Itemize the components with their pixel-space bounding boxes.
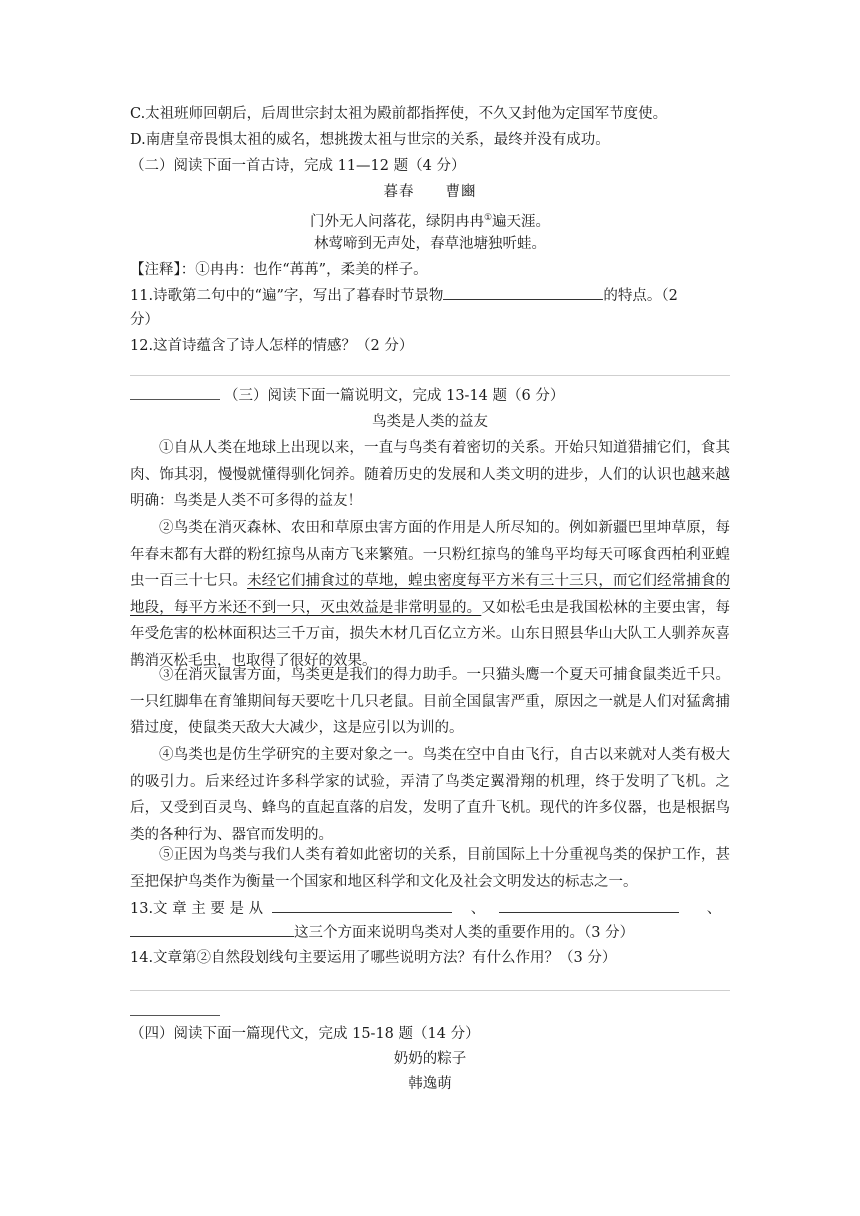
question-11-cont: 分） — [130, 312, 159, 328]
question-13-cont: 这三个方面来说明鸟类对人类的重要作用的。（3 分） — [130, 922, 730, 944]
article-4-author: 韩逸萌 — [408, 1076, 452, 1092]
paragraph-4: ④鸟类也是仿生学研究的主要对象之一。鸟类在空中自由飞行，自古以来就对人类有极大的吸引力。后来经过许多科学家的试验，弄清了鸟类定翼滑翔的机理，终于发明了飞机。之后，又受到百灵鸟、蜂鸟的直起直落的启发，发明了直升飞机。现代的许多仪器，也是根据鸟类的各种行为、器官而发明的。 — [130, 747, 730, 843]
question-11: 11.诗歌第二句中的“遍”字，写出了暮春时节景物 的特点。（2 — [130, 285, 730, 307]
section-2-header: （二）阅读下面一首古诗，完成 11—12 题（4 分） — [130, 158, 466, 174]
section-3-header: （三）阅读下面一篇说明文，完成 13-14 题（6 分） — [224, 388, 565, 404]
answer-line[interactable] — [130, 375, 730, 376]
note-marker: ① — [483, 213, 493, 223]
underlined-sentence: 未经它们捕食过的草地，蝗虫密度每平方米有三十三只，而它们经常捕食的地段，每平方米还不到一只，灭虫效益是非常明显的。 — [130, 573, 731, 616]
article-3-title: 鸟类是人类的益友 — [372, 414, 488, 430]
question-13: 13.文 章 主 要 是 从 、 、 — [130, 898, 730, 920]
answer-blank[interactable] — [130, 922, 294, 937]
poem-heading — [130, 181, 730, 203]
option-c: C.太祖班师回朝后，后周世宗封太祖为殿前都指挥使，不久又封他为定国军节度使。 — [130, 106, 668, 122]
answer-line-short[interactable] — [130, 399, 220, 400]
poem-title: 暮春 — [383, 184, 415, 200]
poem-author: 曹豳 — [445, 184, 477, 200]
question-14: 14.文章第②自然段划线句主要运用了哪些说明方法？有什么作用？（3 分） — [130, 950, 617, 966]
option-d: D.南唐皇帝畏惧太祖的威名，想挑拨太祖与世宗的关系，最终并没有成功。 — [130, 132, 610, 148]
paragraph-3: ③在消灭鼠害方面，鸟类更是我们的得力助手。一只猫头鹰一个夏天可捕食鼠类近千只。一只红脚隼在育雏期间每天要吃十几只老鼠。目前全国鼠害严重，原因之一就是人们对猛禽捕猎过度，使鼠类天敌大大减少，这是应引以为训的。 — [130, 667, 730, 736]
article-4-title: 奶奶的粽子 — [393, 1051, 467, 1067]
section-4-header: （四）阅读下面一篇现代文，完成 15-18 题（14 分） — [130, 1026, 480, 1042]
answer-blank[interactable] — [443, 285, 603, 300]
answer-blank[interactable] — [272, 898, 452, 913]
poem-line-1: 门外无人问落花，绿阴冉冉①遍天涯。 — [309, 213, 551, 230]
answer-line[interactable] — [130, 990, 730, 991]
paragraph-2: ②鸟类在消灭森林、农田和草原虫害方面的作用是人所尽知的。例如新疆巴里坤草原，每年春末都有大群的粉红掠鸟从南方飞来繁殖。一只粉红掠鸟的雏鸟平均每天可啄食西柏利亚蝗虫一百三十七只。未经它们捕食过的草地，蝗虫密度每平方米有三十三只，而它们经常捕食的地段，每平方米还不到一只，灭虫效益是非常明显的。又如松毛虫是我国松林的主要虫害，每年受危害的松林面积达三千万亩，损失木材几百亿立方米。山东日照县华山大队工人驯养灰喜鹊消灭松毛虫，也取得了很好的效果。 — [130, 520, 731, 669]
poem-line-2: 林莺啼到无声处，春草池塘独听蛙。 — [314, 236, 546, 252]
answer-line-short[interactable] — [130, 1015, 220, 1016]
paragraph-5: ⑤正因为鸟类与我们人类有着如此密切的关系，目前国际上十分重视鸟类的保护工作，甚至把保护鸟类作为衡量一个国家和地区科学和文化及社会文明发达的标志之一。 — [130, 847, 730, 890]
poem-note: 【注释】：①冉冉：也作“苒苒”，柔美的样子。 — [130, 262, 428, 278]
question-12: 12.这首诗蕴含了诗人怎样的情感？（2 分） — [130, 338, 414, 354]
paragraph-1: ①自从人类在地球上出现以来，一直与鸟类有着密切的关系。开始只知道猎捕它们，食其肉、饰其羽，慢慢就懂得驯化饲养。随着历史的发展和人类文明的进步，人们的认识也越来越明确：鸟类是人类不可多得的益友！ — [130, 440, 730, 509]
answer-blank[interactable] — [499, 898, 679, 913]
